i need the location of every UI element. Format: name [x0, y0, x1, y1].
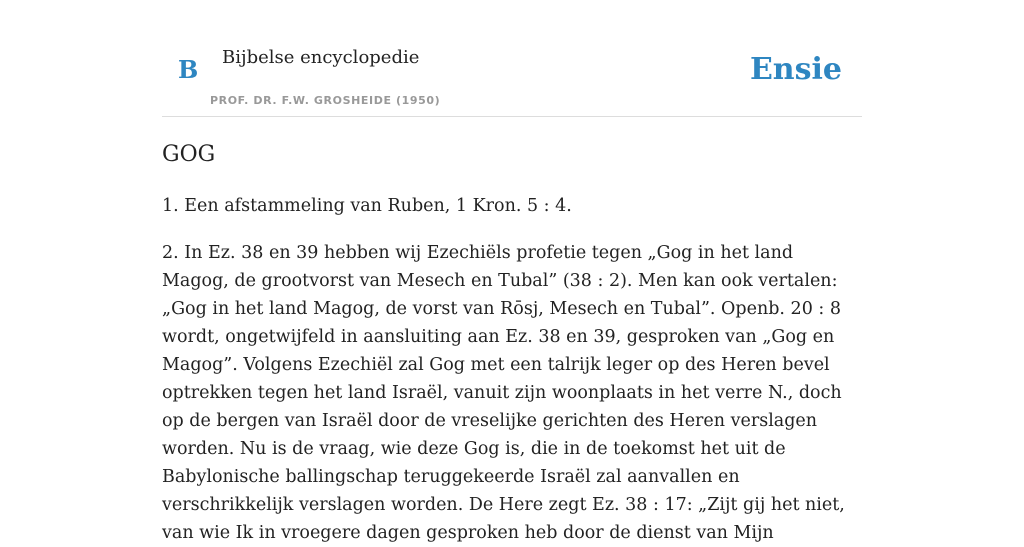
- book-title-link[interactable]: Bijbelse encyclopedie: [222, 47, 420, 68]
- article-paragraph-1: 1. Een afstammeling van Ruben, 1 Kron. 5 : 4.: [162, 196, 572, 216]
- ensie-brand-logo[interactable]: Ensie: [749, 52, 842, 87]
- article-paragraph-2: 2. In Ez. 38 en 39 hebben wij Ezechiëls profetie tegen „Gog in het land Magog, de grootvorst van Mesech en Tubal” (38 : 2). Men kan ook vertalen: „Gog in het land Magog, de vorst van Rōsj, Mesech en Tubal”. Openb. 20 : 8 wordt, ongetwijfeld in aansluiting aan Ez. 38 en 39, gesproken van „Gog en Magog”. Volgens Ezechiël zal Gog met een talrijk leger op des Heren bevel optrekken tegen het land Israël, vanuit zijn woonplaats in het verre N., doch op de bergen van Israël door de vreselijke gerichten des Heren verslagen worden. Nu is de vraag, wie deze Gog is, die in de toekomst het uit de Babylonische ballingschap teruggekeerde Israël zal aanvallen en verschrikkelijk verslagen worden. De Here zegt Ez. 38 : 17: „Zijt gij het niet, van wie Ik in vroegere dagen gesproken heb door de dienst van Mijn: [162, 243, 845, 543]
- book-author: PROF. DR. F.W. GROSHEIDE (1950): [210, 94, 441, 107]
- encyclopedia-logo[interactable]: B: [178, 55, 199, 84]
- page: [162, 0, 862, 543]
- header: [162, 0, 862, 117]
- article-title: GOG: [162, 142, 216, 167]
